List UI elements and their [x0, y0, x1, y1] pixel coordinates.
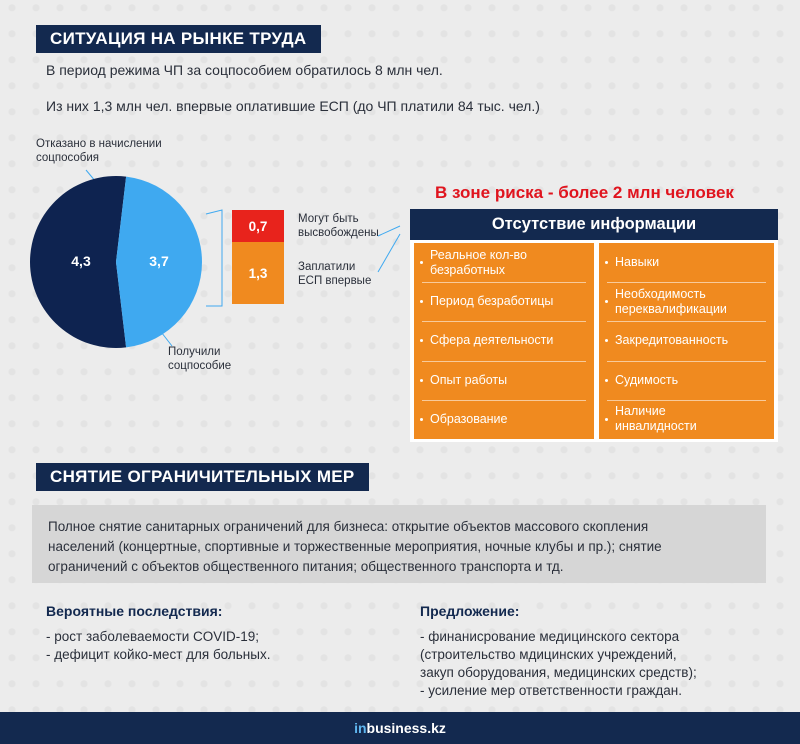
right-criteria-column: [599, 243, 774, 439]
left-criteria-column: [414, 243, 594, 439]
criteria-divider: [422, 282, 586, 283]
paid-label-line-2: ЕСП впервые: [298, 275, 372, 287]
received-label-line-2: соцпособие: [168, 360, 232, 372]
bullet-icon: [605, 261, 608, 264]
bullet-icon: [605, 339, 608, 342]
missing-info-panel: [410, 209, 778, 442]
consequences-title: Вероятные последствия:: [46, 603, 223, 619]
criteria-divider: [607, 321, 766, 322]
bullet-icon: [605, 379, 608, 382]
criteria-text-line-1: Закредитованность: [615, 333, 729, 348]
criteria-item: [599, 321, 774, 360]
pie-value-refused: 4,3: [71, 253, 91, 269]
restrictions-title: СНЯТИЕ ОГРАНИЧИТЕЛЬНЫХ МЕР: [36, 463, 369, 491]
bullet-icon: [420, 379, 423, 382]
criteria-text-line-1: Наличие: [615, 404, 666, 419]
criteria-text-line-1: Судимость: [615, 372, 679, 387]
criteria-divider: [422, 321, 586, 322]
received-label-line-1: Получили: [168, 346, 221, 358]
bullet-icon: [420, 339, 423, 342]
criteria-text: [615, 255, 659, 270]
criteria-item: [599, 282, 774, 321]
released-label-line-2: высвобождены: [298, 227, 379, 239]
footer: [0, 712, 800, 744]
criteria-text: [430, 373, 507, 388]
criteria-item: [599, 243, 774, 282]
paid-leader-line: [378, 234, 400, 272]
consequence-item: - дефицит койко-мест для больных.: [46, 647, 271, 662]
criteria-item: [414, 400, 594, 439]
criteria-text-line-2: переквалификации: [615, 301, 727, 316]
criteria-item: [599, 361, 774, 400]
criteria-text: [430, 412, 507, 427]
intro-line-2: Из них 1,3 млн чел. впервые оплатившие ЕСП (до ЧП платили 84 тыс. чел.): [46, 98, 540, 114]
criteria-text: [615, 333, 728, 348]
consequences-list: [46, 628, 270, 664]
criteria-text-line-1: Образование: [430, 411, 508, 426]
intro-line-1: В период режима ЧП за соцпособием обратилось 8 млн чел.: [46, 62, 443, 78]
released-label: [298, 212, 379, 240]
criteria-divider: [607, 282, 766, 283]
criteria-text-line-2: безработных: [430, 262, 506, 277]
bullet-icon: [420, 300, 423, 303]
criteria-item: [414, 321, 594, 360]
criteria-text-line-1: Опыт работы: [430, 372, 508, 387]
restrictions-description: [32, 505, 766, 583]
criteria-text-line-1: Необходимость: [615, 286, 706, 301]
refused-label-line-1: Отказано в начислении: [36, 138, 162, 150]
risk-title: В зоне риска - более 2 млн человек: [435, 183, 734, 202]
restrictions-line-3: ограничений с объектов общественного питания; общественного транспорта и тд.: [48, 559, 564, 574]
released-value: 0,7: [248, 218, 268, 234]
proposal-item: - финанисрование медицинского сектора: [420, 629, 680, 644]
criteria-text: [430, 248, 527, 278]
criteria-text: [615, 373, 678, 388]
brand-prefix: in: [354, 720, 367, 736]
proposal-item: - усиление мер ответственности граждан.: [420, 683, 682, 698]
released-label-line-1: Могут быть: [298, 213, 359, 225]
paid-label-line-1: Заплатили: [298, 261, 356, 273]
criteria-divider: [607, 400, 766, 401]
paid-label: [298, 260, 371, 288]
proposal-item: (строительство мдицинских учреждений,: [420, 647, 677, 662]
breakdown-bracket: [206, 210, 222, 306]
criteria-text: [430, 294, 553, 309]
criteria-text: [615, 404, 697, 434]
bullet-icon: [420, 418, 423, 421]
restrictions-line-1: Полное снятие санитарных ограничений для бизнеса: открытие объектов массового скопления: [48, 519, 649, 534]
criteria-divider: [607, 361, 766, 362]
criteria-text-line-1: Сфера деятельности: [430, 333, 554, 348]
released-box: [232, 210, 284, 242]
labor-market-title: СИТУАЦИЯ НА РЫНКЕ ТРУДА: [36, 25, 321, 53]
criteria-item: [414, 282, 594, 321]
bullet-icon: [420, 261, 423, 264]
consequence-item: - рост заболеваемости COVID-19;: [46, 629, 260, 644]
restrictions-line-2: населений (концертные, спортивные и торжественные мероприятия, ночные клубы и пр.); снятие: [48, 539, 662, 554]
criteria-item: [599, 400, 774, 439]
criteria-item: [414, 243, 594, 282]
criteria-text-line-2: инвалидности: [615, 419, 697, 434]
criteria-text-line-1: Навыки: [615, 255, 660, 270]
criteria-text: [615, 287, 727, 317]
criteria-divider: [422, 400, 586, 401]
refused-label-line-2: соцпособия: [36, 152, 99, 164]
missing-info-title: Отсутствие информации: [410, 209, 778, 240]
criteria-divider: [422, 361, 586, 362]
criteria-text-line-1: Реальное кол-во: [430, 247, 527, 262]
released-leader-line: [378, 226, 400, 236]
pie-value-received: 3,7: [149, 253, 169, 269]
criteria-text-line-1: Период безработицы: [430, 294, 554, 309]
proposal-title: Предложение:: [420, 603, 520, 619]
criteria-text: [430, 333, 553, 348]
proposal-list: [420, 628, 697, 700]
paid-box: [232, 242, 284, 304]
bullet-icon: [605, 300, 608, 303]
criteria-item: [414, 361, 594, 400]
proposal-item: закуп оборудования, медицинских средств);: [420, 665, 697, 680]
bullet-icon: [605, 418, 608, 421]
paid-value: 1,3: [248, 265, 268, 281]
brand-name: business.kz: [366, 720, 446, 736]
